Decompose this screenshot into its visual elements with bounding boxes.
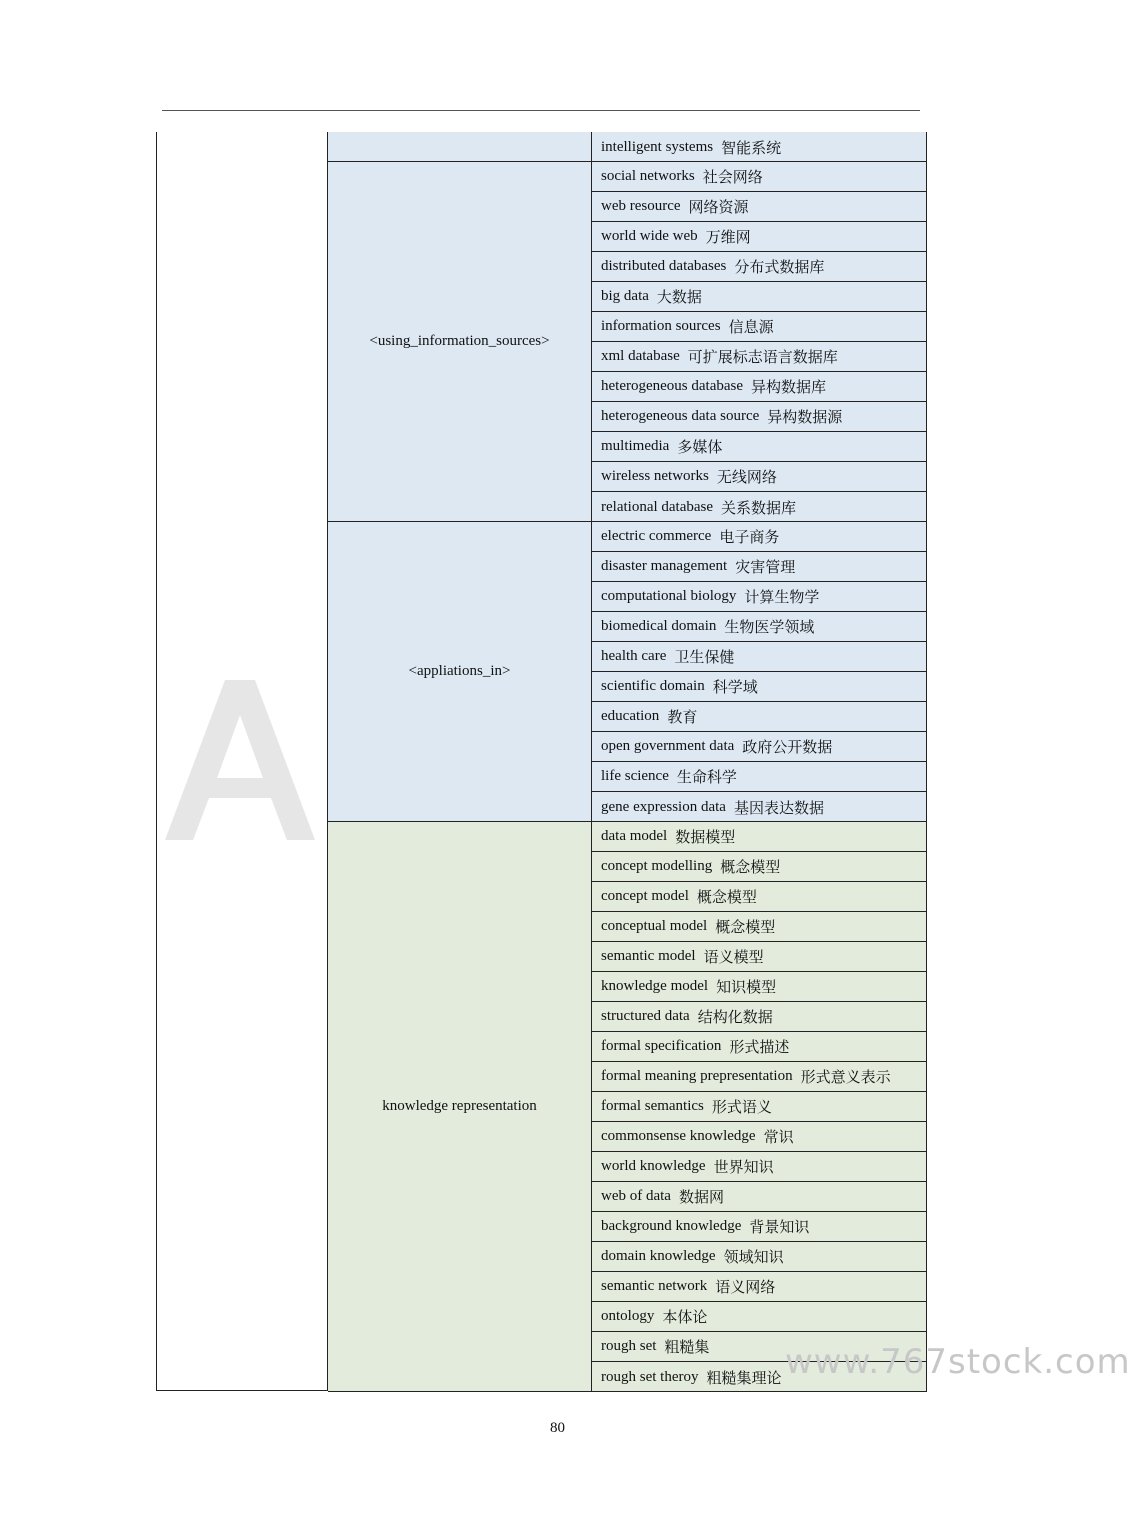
table-row [592,912,927,942]
term-chinese: 概念模型 [696,888,757,906]
term-chinese: 异构数据源 [767,408,843,426]
table-row [592,852,927,882]
table-row [592,732,927,762]
term-chinese: 信息源 [728,318,774,336]
table-row [592,1302,927,1332]
term-english: heterogeneous database [601,378,744,394]
table-row [592,582,927,612]
term-english: formal specification [601,1038,722,1054]
term-english: xml database [601,348,680,364]
term-chinese: 语义模型 [703,948,764,966]
group-items [592,132,927,161]
term-english: scientific domain [601,678,705,694]
term-english: relational database [601,498,714,515]
term-chinese: 万维网 [705,228,751,246]
table-row [592,1122,927,1152]
table-row [592,1092,927,1122]
term-english: intelligent systems [601,138,714,155]
term-english: semantic network [601,1278,708,1294]
table-row [592,1272,927,1302]
table-row [592,522,927,552]
header-rule [162,110,920,111]
table-row [592,1062,927,1092]
term-english: web resource [601,198,681,214]
term-chinese: 生物医学领域 [724,618,815,636]
term-english: rough set theroy [601,1368,699,1385]
term-chinese: 教育 [667,708,698,726]
table-row [592,612,927,642]
term-chinese: 网络资源 [688,198,749,216]
table-row [592,642,927,672]
term-chinese: 生命科学 [676,768,737,786]
table-row [592,822,927,852]
term-chinese: 科学域 [712,678,758,696]
term-english: semantic model [601,948,696,964]
term-chinese: 多媒体 [677,438,723,456]
term-chinese: 背景知识 [749,1218,810,1236]
term-english: domain knowledge [601,1248,716,1264]
term-chinese: 分布式数据库 [734,258,825,276]
table-group [328,162,927,522]
term-english: disaster management [601,558,728,574]
table-row [592,702,927,732]
term-chinese: 数据模型 [675,828,736,846]
term-english: concept model [601,888,689,904]
table-row [592,1242,927,1272]
group-items [592,162,927,521]
table-row [592,252,927,282]
table-row [592,1182,927,1212]
table-row [592,192,927,222]
table-row [592,1212,927,1242]
table-row [592,402,927,432]
table-row [592,342,927,372]
term-english: data model [601,828,668,844]
table-row [592,1032,927,1062]
term-chinese: 粗糙集理论 [706,1368,782,1387]
term-chinese: 大数据 [656,288,702,306]
group-label: <using_information_sources> [328,162,592,521]
group-label [328,132,592,161]
term-english: wireless networks [601,468,709,484]
table-row [592,132,927,162]
table-row [592,282,927,312]
term-english: rough set [601,1338,657,1354]
term-english: heterogeneous data source [601,408,760,424]
term-english: background knowledge [601,1218,742,1234]
table-row [592,222,927,252]
term-english: formal semantics [601,1098,704,1114]
term-chinese: 数据网 [678,1188,724,1206]
term-english: web of data [601,1188,671,1204]
table-row [592,1362,927,1392]
table-row [592,1002,927,1032]
term-english: ontology [601,1308,655,1324]
term-english: education [601,708,660,724]
term-english: knowledge model [601,978,709,994]
term-chinese: 领域知识 [723,1248,784,1266]
term-english: open government data [601,738,735,754]
term-chinese: 粗糙集 [664,1338,710,1356]
group-items [592,822,927,1391]
table-row [592,432,927,462]
term-english: world wide web [601,228,698,244]
term-chinese: 政府公开数据 [742,738,833,756]
table-row [592,462,927,492]
term-english: distributed databases [601,258,727,274]
table-row [592,882,927,912]
table-row [592,972,927,1002]
page-number: 80 [550,1420,565,1436]
group-label: knowledge representation [328,822,592,1391]
term-english: commonsense knowledge [601,1128,756,1144]
term-chinese: 可扩展标志语言数据库 [687,348,838,366]
table-row [592,372,927,402]
term-english: gene expression data [601,798,726,815]
term-english: conceptual model [601,918,708,934]
term-chinese: 概念模型 [720,858,781,876]
term-chinese: 基因表达数据 [733,798,824,817]
table-row [592,312,927,342]
term-chinese: 形式意义表示 [800,1068,891,1086]
term-english: formal meaning prepresentation [601,1068,793,1084]
term-chinese: 语义网络 [715,1278,776,1296]
term-chinese: 智能系统 [721,138,782,157]
group-label: <appliations_in> [328,522,592,821]
table-group [328,822,927,1392]
table-row [592,672,927,702]
term-english: electric commerce [601,528,712,544]
table-row [592,1152,927,1182]
term-english: world knowledge [601,1158,706,1174]
term-chinese: 本体论 [662,1308,708,1326]
term-english: health care [601,648,667,664]
term-chinese: 社会网络 [702,168,763,186]
term-chinese: 计算生物学 [744,588,820,606]
term-chinese: 电子商务 [719,528,780,546]
group-items [592,522,927,821]
table-row [592,1332,927,1362]
term-english: computational biology [601,588,737,604]
term-english: big data [601,288,649,304]
term-chinese: 卫生保健 [674,648,735,666]
table-row [592,942,927,972]
term-english: social networks [601,168,695,184]
table-row [592,762,927,792]
term-chinese: 世界知识 [713,1158,774,1176]
table-row [592,792,927,822]
keyword-table [156,132,927,1391]
term-chinese: 知识模型 [716,978,777,996]
term-english: concept modelling [601,858,713,874]
term-chinese: 常识 [763,1128,794,1146]
term-english: structured data [601,1008,690,1024]
table-row [592,162,927,192]
term-english: life science [601,768,669,784]
term-english: biomedical domain [601,618,717,634]
site-watermark: www.767stock.com [785,1342,1131,1382]
term-english: multimedia [601,438,670,454]
category-column [156,132,328,1391]
term-chinese: 异构数据库 [751,378,827,396]
term-chinese: 结构化数据 [697,1008,773,1026]
term-chinese: 无线网络 [716,468,777,486]
term-chinese: 形式描述 [729,1038,790,1056]
table-group [328,522,927,822]
term-chinese: 概念模型 [715,918,776,936]
table-row [592,492,927,522]
table-group [328,132,927,162]
term-chinese: 关系数据库 [721,498,797,517]
term-chinese: 灾害管理 [735,558,796,576]
table-row [592,552,927,582]
term-english: information sources [601,318,721,334]
term-chinese: 形式语义 [711,1098,772,1116]
